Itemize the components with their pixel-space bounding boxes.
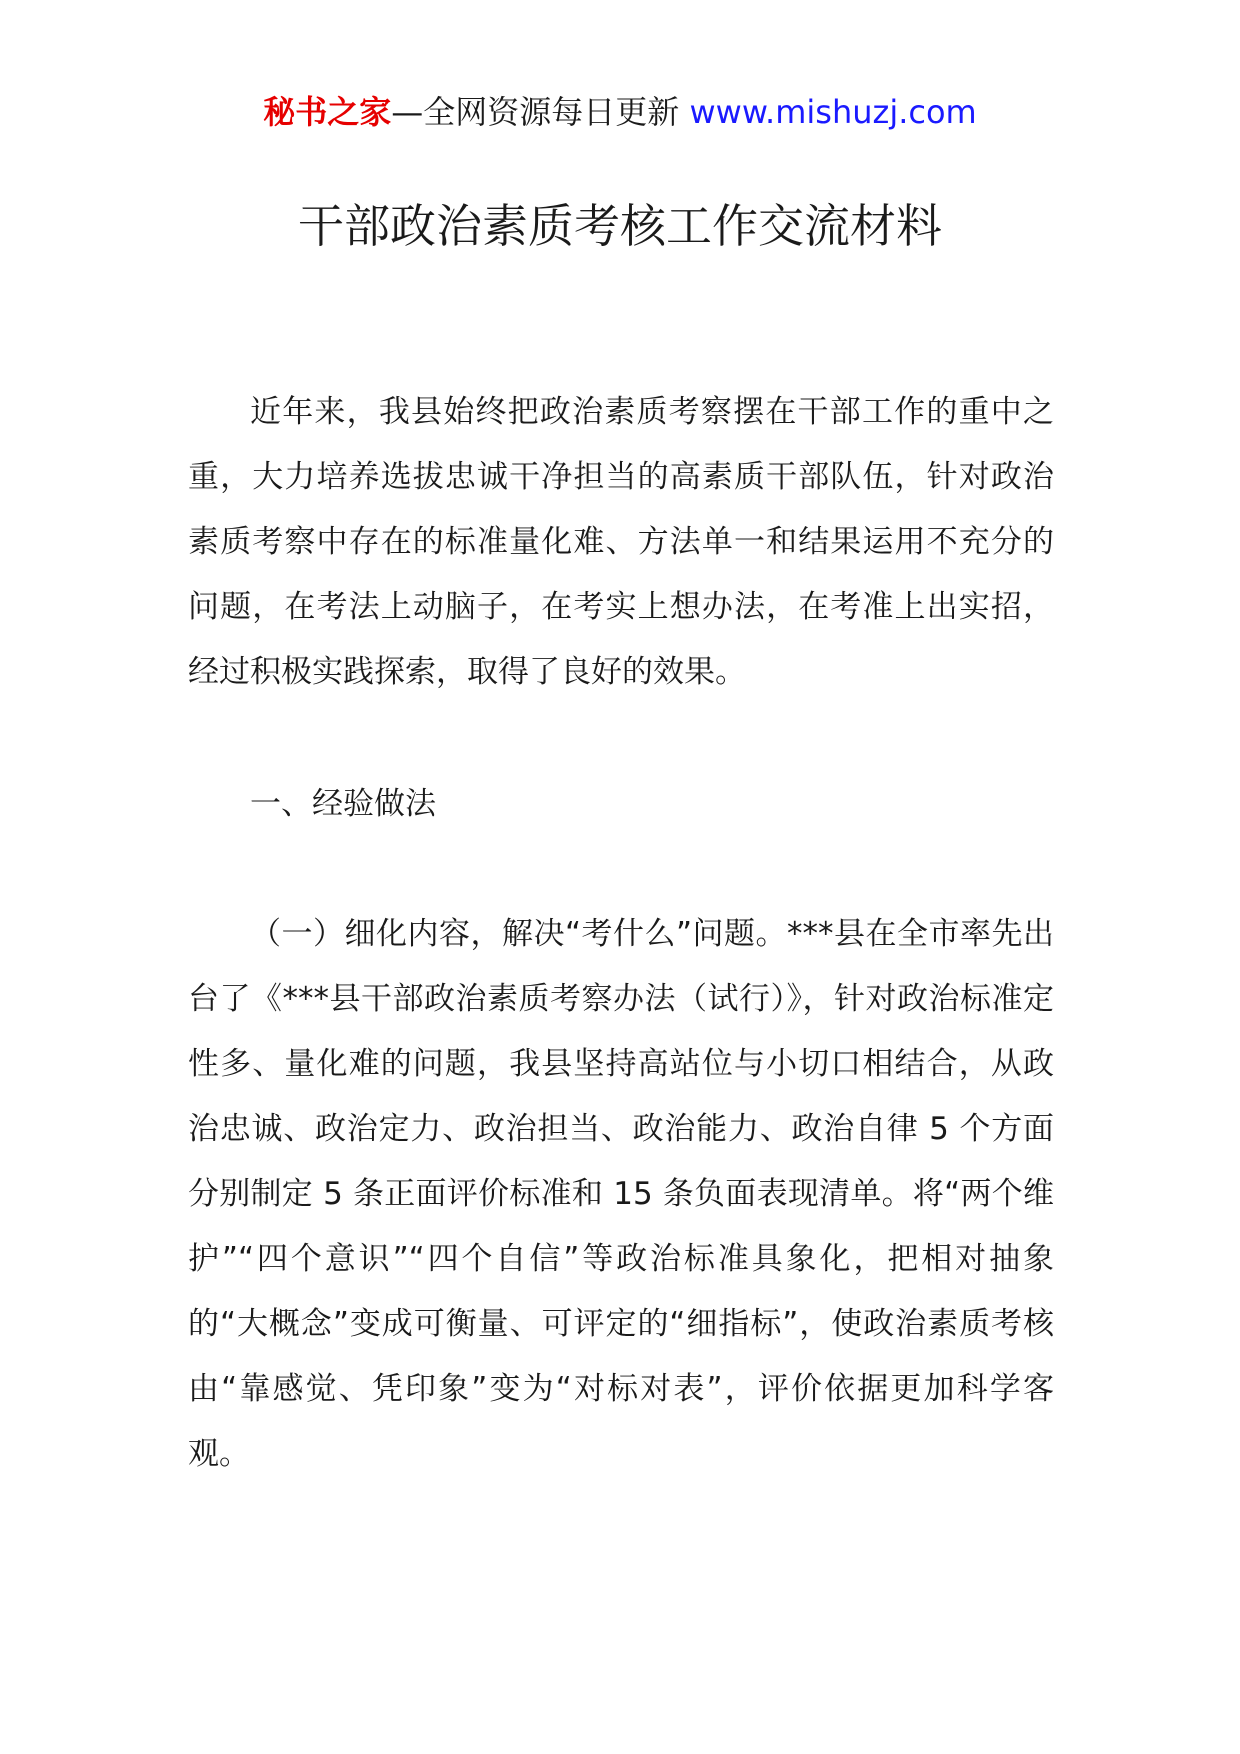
site-url-link[interactable]: www.mishuzj.com bbox=[689, 93, 977, 131]
section-heading: 一、经验做法 bbox=[250, 786, 436, 822]
document-title: 干部政治素质考核工作交流材料 bbox=[298, 199, 942, 253]
brand-name: 秘书之家 bbox=[263, 93, 392, 131]
header-banner bbox=[0, 92, 1240, 132]
header-tagline: —全网资源每日更新 bbox=[391, 93, 690, 131]
intro-paragraph: 近年来，我县始终把政治素质考察摆在干部工作的重中之重，大力培养选拔忠诚干净担当的高素质干部队伍，针对政治素质考察中存在的标准量化难、方法单一和结果运用不充分的问题，在考法上动脑子，在考实上想办法，在考准上出实招，经过积极实践探索，取得了良好的效果。 bbox=[188, 394, 1054, 690]
body-paragraph: （一）细化内容，解决“考什么”问题。***县在全市率先出台了《***县干部政治素质考察办法（试行）》，针对政治标准定性多、量化难的问题，我县坚持高站位与小切口相结合，从政治忠诚、政治定力、政治担当、政治能力、政治自律 5 个方面分别制定 5 条正面评价标准和 15 条负面表现清单。将“两个维护”“四个意识”“四个自信”等政治标准具象化，把相对抽象的“大概念”变成可衡量、可评定的“细指标”，使政治素质考核由“靠感觉、凭印象”变为“对标对表”，评价依据更加科学客观。 bbox=[188, 916, 1054, 1472]
